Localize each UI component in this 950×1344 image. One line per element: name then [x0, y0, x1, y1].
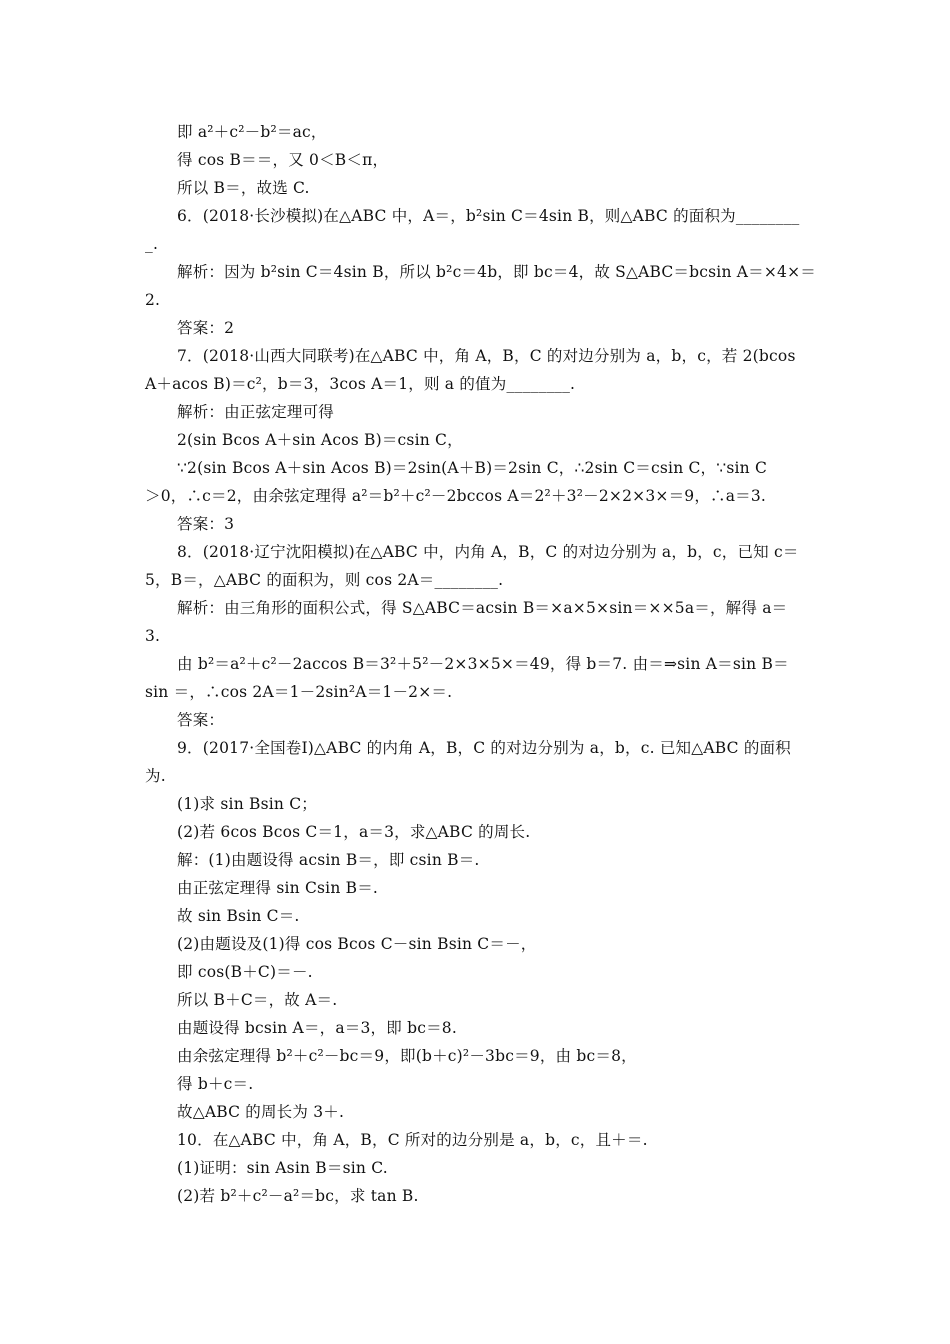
text-line: (2)若 6cos Bcos C＝1，a＝3，求△ABC 的周长. — [177, 823, 531, 841]
text-line: 2(sin Bcos A＋sin Acos B)＝csin C， — [177, 431, 463, 449]
question-9: 9．(2017·全国卷Ⅰ)△ABC 的内角 A，B，C 的对边分别为 a，b，c. 已知△ABC 的面积 — [177, 739, 791, 757]
text-line: 得 b＋c＝. — [177, 1075, 254, 1093]
text-line: A＋acos B)＝c²，b＝3，3cos A＝1，则 a 的值为________. — [145, 375, 576, 393]
text-line: ∵2(sin Bcos A＋sin Acos B)＝2sin(A＋B)＝2sin C，∴2sin C＝csin C，∵sin C — [177, 459, 768, 477]
text-line: 故△ABC 的周长为 3＋. — [177, 1103, 345, 1121]
text-line: ＞0，∴c＝2，由余弦定理得 a²＝b²＋c²－2bccos A＝2²＋3²－2×2×3×＝9，∴a＝3. — [145, 487, 767, 505]
text-line: 由题设得 bcsin A＝，a＝3，即 bc＝8. — [177, 1019, 457, 1037]
answer-8: 答案： — [177, 711, 225, 729]
text-line: 5，B＝，△ABC 的面积为，则 cos 2A＝________. — [145, 571, 504, 589]
text-line: 由正弦定理得 sin Csin B＝. — [177, 879, 379, 897]
question-7: 7．(2018·山西大同联考)在△ABC 中，角 A，B，C 的对边分别为 a，b，c，若 2(bcos — [177, 347, 796, 365]
text-line: (1)求 sin Bsin C； — [177, 795, 317, 813]
text-line: _. — [145, 235, 159, 253]
text-line: 由 b²＝a²＋c²－2accos B＝3²＋5²－2×3×5×＝49，得 b＝7. 由＝⇒sin A＝sin B＝ — [177, 655, 789, 673]
text-line: 所以 B＝，故选 C. — [177, 179, 310, 197]
text-line: (2)由题设及(1)得 cos Bcos C－sin Bsin C＝－， — [177, 935, 537, 953]
text-line: 2. — [145, 291, 161, 309]
text-line: 得 cos B＝＝，又 0＜B＜π， — [177, 151, 389, 169]
solution-9: 解：(1)由题设得 acsin B＝，即 csin B＝. — [177, 851, 480, 869]
text-line: 所以 B＋C＝，故 A＝. — [177, 991, 338, 1009]
text-line: 由余弦定理得 b²＋c²－bc＝9，即(b＋c)²－3bc＝9，由 bc＝8， — [177, 1047, 637, 1065]
question-10: 10．在△ABC 中，角 A，B，C 所对的边分别是 a，b，c，且＋＝. — [177, 1131, 648, 1149]
question-6: 6．(2018·长沙模拟)在△ABC 中，A＝，b²sin C＝4sin B，则△ABC 的面积为________ — [177, 207, 800, 225]
answer-6: 答案：2 — [177, 319, 235, 337]
text-line: (1)证明：sin Asin B＝sin C. — [177, 1159, 388, 1177]
text-line: 即 cos(B＋C)＝－. — [177, 963, 313, 981]
solution-6: 解析：因为 b²sin C＝4sin B，所以 b²c＝4b，即 bc＝4，故 S△ABC＝bcsin A＝×4×＝ — [177, 263, 816, 281]
solution-7: 解析：由正弦定理可得 — [177, 403, 335, 421]
question-8: 8．(2018·辽宁沈阳模拟)在△ABC 中，内角 A，B，C 的对边分别为 a，b，c，已知 c＝ — [177, 543, 799, 561]
text-line: 3. — [145, 627, 161, 645]
text-line: 故 sin Bsin C＝. — [177, 907, 300, 925]
text-line: 为. — [145, 767, 166, 785]
text-line: 即 a²＋c²－b²＝ac， — [177, 123, 327, 141]
text-line: (2)若 b²＋c²－a²＝bc，求 tan B. — [177, 1187, 419, 1205]
answer-7: 答案：3 — [177, 515, 235, 533]
solution-8: 解析：由三角形的面积公式，得 S△ABC＝acsin B＝×a×5×sin＝××5a＝，解得 a＝ — [177, 599, 788, 617]
text-line: sin ＝，∴cos 2A＝1－2sin²A＝1－2×＝. — [145, 683, 453, 701]
